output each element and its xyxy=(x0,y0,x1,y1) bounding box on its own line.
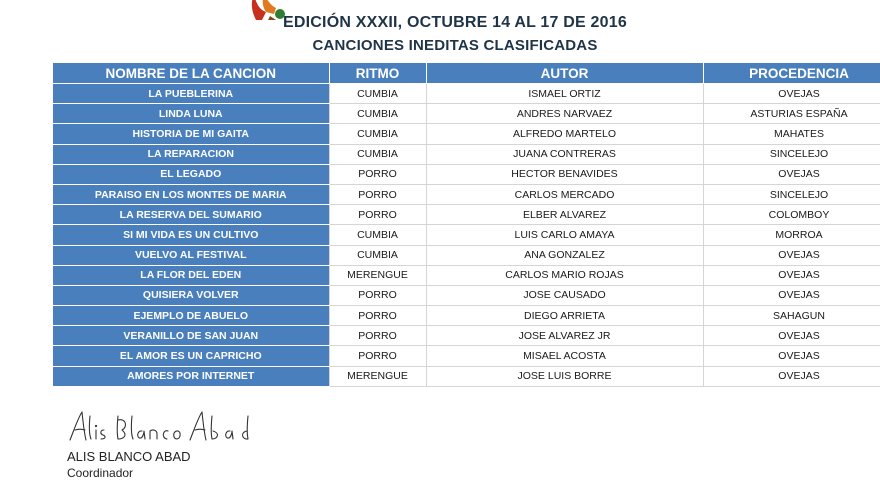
table-row xyxy=(53,104,880,124)
song-rhythm: CUMBIA xyxy=(329,225,426,245)
song-origin: OVEJAS xyxy=(703,285,880,305)
song-rhythm: PORRO xyxy=(329,285,426,305)
song-rhythm: CUMBIA xyxy=(329,144,426,164)
song-rhythm: MERENGUE xyxy=(329,366,426,386)
song-name: EL AMOR ES UN CAPRICHO xyxy=(53,346,329,366)
song-name: LA FLOR DEL EDEN xyxy=(53,265,329,285)
song-rhythm: PORRO xyxy=(329,164,426,184)
song-name: VERANILLO DE SAN JUAN xyxy=(53,326,329,346)
list-subtitle: CANCIONES INEDITAS CLASIFICADAS xyxy=(312,37,598,54)
songs-table xyxy=(53,63,880,387)
table-row xyxy=(53,326,880,346)
song-author: ISMAEL ORTIZ xyxy=(426,84,703,104)
song-name: SI MI VIDA ES UN CULTIVO xyxy=(53,225,329,245)
song-author: JUANA CONTRERAS xyxy=(426,144,703,164)
song-name: LA RESERVA DEL SUMARIO xyxy=(53,205,329,225)
song-name: VUELVO AL FESTIVAL xyxy=(53,245,329,265)
table-row xyxy=(53,285,880,305)
table-row xyxy=(53,164,880,184)
column-header-autor: AUTOR xyxy=(426,63,703,84)
song-name: EJEMPLO DE ABUELO xyxy=(53,306,329,326)
table-row xyxy=(53,346,880,366)
song-name: LINDA LUNA xyxy=(53,104,329,124)
song-origin: MAHATES xyxy=(703,124,880,144)
song-origin: SAHAGUN xyxy=(703,306,880,326)
table-row xyxy=(53,144,880,164)
song-author: JOSE CAUSADO xyxy=(426,285,703,305)
song-origin: OVEJAS xyxy=(703,245,880,265)
table-row xyxy=(53,245,880,265)
song-origin: SINCELEJO xyxy=(703,184,880,204)
song-name: PARAISO EN LOS MONTES DE MARIA xyxy=(53,184,329,204)
song-name: LA REPARACION xyxy=(53,144,329,164)
song-name: LA PUEBLERINA xyxy=(53,84,329,104)
song-rhythm: PORRO xyxy=(329,326,426,346)
song-rhythm: PORRO xyxy=(329,346,426,366)
table-row xyxy=(53,306,880,326)
song-origin: SINCELEJO xyxy=(703,144,880,164)
song-name: HISTORIA DE MI GAITA xyxy=(53,124,329,144)
song-author: JOSE LUIS BORRE xyxy=(426,366,703,386)
song-origin: COLOMBOY xyxy=(703,205,880,225)
table-row xyxy=(53,225,880,245)
song-name: QUISIERA VOLVER xyxy=(53,285,329,305)
song-name: EL LEGADO xyxy=(53,164,329,184)
song-author: JOSE ALVAREZ JR xyxy=(426,326,703,346)
signature-image xyxy=(66,408,256,448)
song-origin: OVEJAS xyxy=(703,346,880,366)
song-origin: OVEJAS xyxy=(703,84,880,104)
song-author: ANDRES NARVAEZ xyxy=(426,104,703,124)
song-origin: OVEJAS xyxy=(703,164,880,184)
song-rhythm: MERENGUE xyxy=(329,265,426,285)
table-row xyxy=(53,184,880,204)
song-origin: OVEJAS xyxy=(703,366,880,386)
song-author: ELBER ALVAREZ xyxy=(426,205,703,225)
table-row xyxy=(53,205,880,225)
song-author: CARLOS MARIO ROJAS xyxy=(426,265,703,285)
song-rhythm: CUMBIA xyxy=(329,84,426,104)
song-author: MISAEL ACOSTA xyxy=(426,346,703,366)
song-rhythm: CUMBIA xyxy=(329,104,426,124)
table-row xyxy=(53,124,880,144)
song-name: AMORES POR INTERNET xyxy=(53,366,329,386)
song-origin: ASTURIAS ESPAÑA xyxy=(703,104,880,124)
song-rhythm: PORRO xyxy=(329,306,426,326)
song-author: ALFREDO MARTELO xyxy=(426,124,703,144)
song-rhythm: CUMBIA xyxy=(329,245,426,265)
song-rhythm: CUMBIA xyxy=(329,124,426,144)
table-row xyxy=(53,84,880,104)
edition-title: EDICIÓN XXXII, OCTUBRE 14 AL 17 DE 2016 xyxy=(283,14,627,31)
column-header-procedencia: PROCEDENCIA xyxy=(703,63,880,84)
song-author: DIEGO ARRIETA xyxy=(426,306,703,326)
song-origin: MORROA xyxy=(703,225,880,245)
signer-role: Coordinador xyxy=(67,466,134,480)
column-header-cancion: NOMBRE DE LA CANCION xyxy=(53,63,329,84)
table-header-row xyxy=(53,63,880,84)
table-row xyxy=(53,265,880,285)
song-origin: OVEJAS xyxy=(703,265,880,285)
table-row xyxy=(53,366,880,386)
song-author: ANA GONZALEZ xyxy=(426,245,703,265)
column-header-ritmo: RITMO xyxy=(329,63,426,84)
song-rhythm: PORRO xyxy=(329,184,426,204)
song-author: CARLOS MERCADO xyxy=(426,184,703,204)
song-author: HECTOR BENAVIDES xyxy=(426,164,703,184)
song-origin: OVEJAS xyxy=(703,326,880,346)
song-rhythm: PORRO xyxy=(329,205,426,225)
signer-name: ALIS BLANCO ABAD xyxy=(67,449,191,464)
song-author: LUIS CARLO AMAYA xyxy=(426,225,703,245)
